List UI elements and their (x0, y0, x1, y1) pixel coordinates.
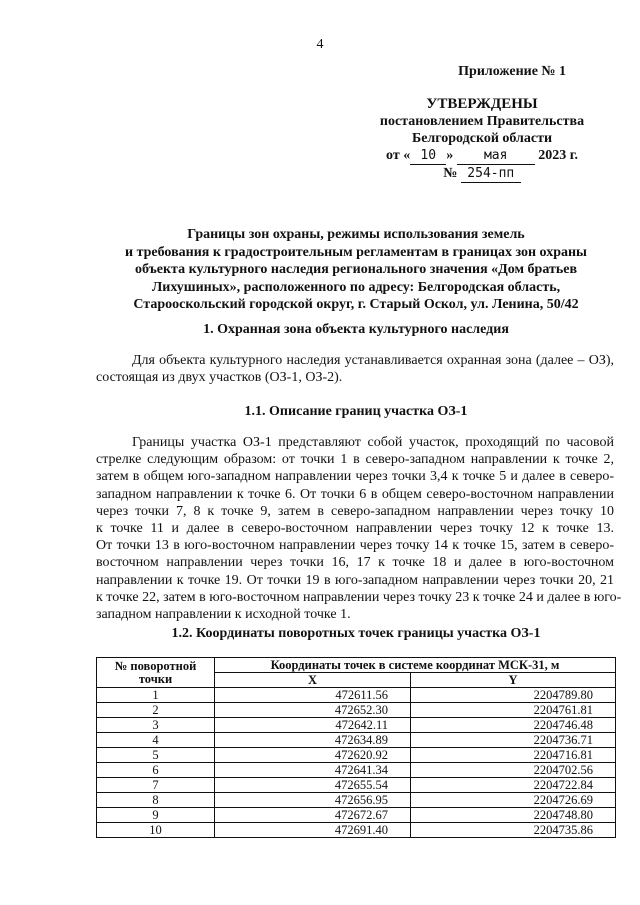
date-mid: » (446, 148, 454, 163)
point-number: 10 (97, 823, 215, 838)
section-1-1-paragraph (96, 434, 622, 623)
paragraph-line: Для объекта культурного наследия устанавливается охранная зона (далее – ОЗ), (132, 353, 614, 368)
page-number: 4 (316, 37, 324, 52)
section-1-heading: 1. Охранная зона объекта культурного наследия (203, 322, 509, 337)
section-1-1-heading: 1.1. Описание границ участка ОЗ-1 (244, 404, 468, 419)
point-number: 6 (97, 763, 215, 778)
paragraph-line: к точке 11 и далее в северо-восточном направлении через точку 12 к точке 13. (96, 521, 614, 537)
title-line: Границы зон охраны, режимы использования земель (187, 227, 525, 242)
coordinates-table (96, 657, 616, 838)
document-title (96, 226, 616, 314)
coord-y: 2204746.48 (411, 718, 616, 733)
appendix-label: Приложение № 1 (458, 64, 566, 79)
coord-y: 2204722.84 (411, 778, 616, 793)
point-number: 7 (97, 778, 215, 793)
title-line: и требования к градостроительным регламентам в границах зон охраны (125, 244, 587, 260)
coord-x: 472642.11 (215, 718, 411, 733)
date-prefix: от « (386, 148, 411, 163)
title-line: Лихушиных», расположенного по адресу: Белгородская область, (151, 279, 561, 295)
approval-line-2: Белгородской области (411, 131, 553, 146)
paragraph-line: направлении к точке 19. От точки 19 в юго-западном направлении через точки 20, 21 (96, 572, 614, 588)
coord-y: 2204761.81 (411, 703, 616, 718)
document-number: 254-пп (461, 165, 521, 183)
header-point-number: № поворотной точки (97, 658, 215, 688)
coord-x: 472611.56 (215, 688, 411, 703)
paragraph-line: затем в общем юго-западном направлении через точки 3,4 к точке 5 и далее в северо- (96, 469, 614, 485)
point-number: 9 (97, 808, 215, 823)
section-1-2-heading: 1.2. Координаты поворотных точек границы участка ОЗ-1 (171, 626, 541, 641)
paragraph-line: От точки 13 в юго-восточном направлении через точку 14 к точке 15, затем в северо- (96, 538, 614, 554)
table-row (97, 703, 616, 718)
title-line: объекта культурного наследия регионального значения «Дом братьев (134, 262, 578, 277)
title-line: Старооскольский городской округ, г. Старый Оскол, ул. Ленина, 50/42 (133, 297, 579, 312)
coord-y: 2204702.56 (411, 763, 616, 778)
table-row (97, 688, 616, 703)
paragraph-line: Границы участка ОЗ-1 представляют собой участок, проходящий по часовой (132, 435, 614, 450)
coord-x: 472634.89 (215, 733, 411, 748)
coord-y: 2204789.80 (411, 688, 616, 703)
date-day: 10 (410, 147, 446, 165)
coord-y: 2204736.71 (411, 733, 616, 748)
table-row (97, 718, 616, 733)
approval-date (352, 147, 612, 165)
coord-x: 472691.40 (215, 823, 411, 838)
coord-x: 472641.34 (215, 763, 411, 778)
approval-heading: УТВЕРЖДЕНЫ (426, 96, 538, 112)
section-1-paragraph (96, 352, 614, 386)
table-row (97, 793, 616, 808)
paragraph-line: к точке 22, затем в юго-восточном направлении через точку 23 к точке 24 и далее в юго- (96, 589, 622, 605)
paragraph-line: западном направлении к исходной точке 1. (96, 607, 351, 623)
point-number: 3 (97, 718, 215, 733)
table-row (97, 748, 616, 763)
date-month: мая (457, 147, 535, 165)
coord-x: 472672.67 (215, 808, 411, 823)
table-row (97, 808, 616, 823)
coord-y: 2204748.80 (411, 808, 616, 823)
paragraph-line: восточном направлении через точки 16, 17 к точке 18 и далее в юго-восточном (96, 555, 614, 571)
coord-x: 472655.54 (215, 778, 411, 793)
header-coordinates: Координаты точек в системе координат МСК-31, м (215, 658, 616, 673)
date-year: 2023 г. (538, 148, 578, 163)
point-number: 2 (97, 703, 215, 718)
header-y: Y (411, 673, 616, 688)
header-x: X (215, 673, 411, 688)
approval-line-1: постановлением Правительства (379, 114, 585, 129)
point-number: 8 (97, 793, 215, 808)
paragraph-line: состоящая из двух участков (ОЗ-1, ОЗ-2). (96, 370, 343, 386)
coord-y: 2204735.86 (411, 823, 616, 838)
table-row (97, 778, 616, 793)
coord-x: 472656.95 (215, 793, 411, 808)
paragraph-line: западном направлении к точке 6. От точки 6 в общем северо-восточном направлении (96, 486, 614, 502)
table-row (97, 763, 616, 778)
number-prefix: № (443, 166, 458, 181)
approval-number (352, 165, 612, 183)
table-row (97, 733, 616, 748)
coord-y: 2204726.69 (411, 793, 616, 808)
coord-x: 472652.30 (215, 703, 411, 718)
point-number: 5 (97, 748, 215, 763)
point-number: 1 (97, 688, 215, 703)
paragraph-line: через точки 7, 8 к точке 9, затем в северо-западном направлении через точку 10 (96, 503, 614, 519)
paragraph-line: стрелке следующим образом: от точки 1 в северо-западном направлении к точке 2, (96, 452, 614, 468)
approval-block (352, 96, 612, 183)
point-number: 4 (97, 733, 215, 748)
coord-x: 472620.92 (215, 748, 411, 763)
table-row (97, 823, 616, 838)
coord-y: 2204716.81 (411, 748, 616, 763)
